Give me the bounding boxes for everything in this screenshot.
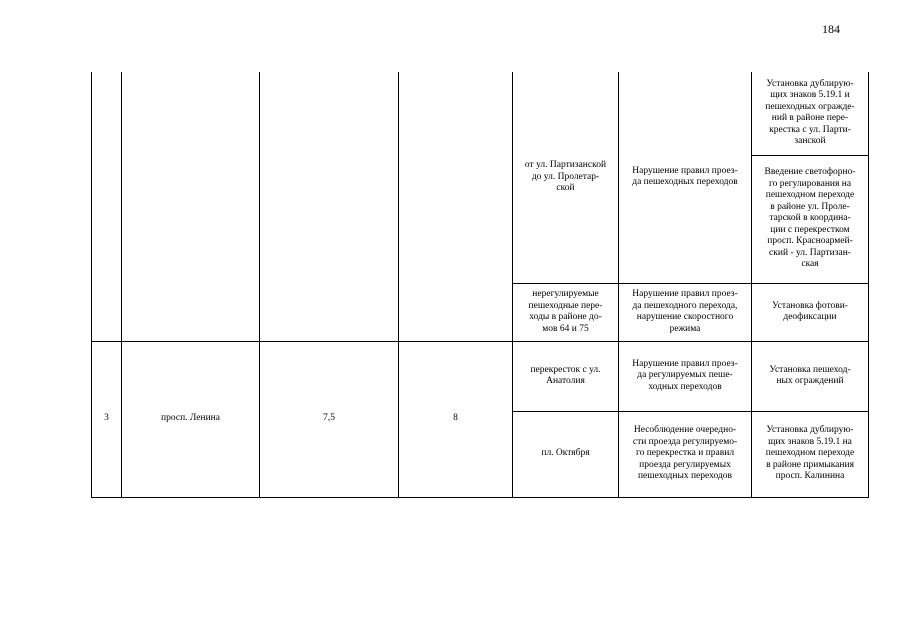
page-number: 184 [822,22,840,36]
violation-cell: Нарушение правил проез- да регулируемых пеше- ходных переходов [619,341,752,411]
location-cell: нерегулируемые пешеходные пере- ходы в районе до- мов 64 и 75 [513,283,619,341]
location-cell: перекресток с ул. Анатолия [513,341,619,411]
violation-cell: Несоблюдение очередно- сти проезда регулируемо- го перекрестка и правил проезда регулируемых пешеходных переходов [619,411,752,497]
location-cell: от ул. Партизанской до ул. Пролетар- ской [513,72,619,283]
street-cell: просп. Ленина [122,341,260,497]
violation-cell: Нарушение правил проез- да пешеходных переходов [619,72,752,283]
row-number-cell: 3 [92,341,122,497]
measure-cell: Установка пешеход- ных ограждений [752,341,869,411]
location-cell: пл. Октября [513,411,619,497]
cont-length-cell [260,72,399,341]
measure-cell: Установка фотови- деофиксации [752,283,869,341]
measure-cell: Введение светофорно- го регулирования на пешеходном переходе в районе ул. Проле- тарской в координа- ции с перекрестком просп. Красноармей- ский - ул. Партизан- ская [752,155,869,283]
measure-cell: Установка дублирую- щих знаков 5.19.1 и пешеходных огражде- ний в районе пере- крестка с ул. Парти- занской [752,72,869,155]
violation-cell: Нарушение правил проез- да пешеходного перехода, нарушение скоростного режима [619,283,752,341]
count-cell: 8 [399,341,513,497]
cont-count-cell [399,72,513,341]
cont-number-cell [92,72,122,341]
cont-street-cell [122,72,260,341]
road-safety-table [91,72,869,498]
measure-cell: Установка дублирую- щих знаков 5.19.1 на пешеходном переходе в районе примыкания просп. Калинина [752,411,869,497]
length-cell: 7,5 [260,341,399,497]
